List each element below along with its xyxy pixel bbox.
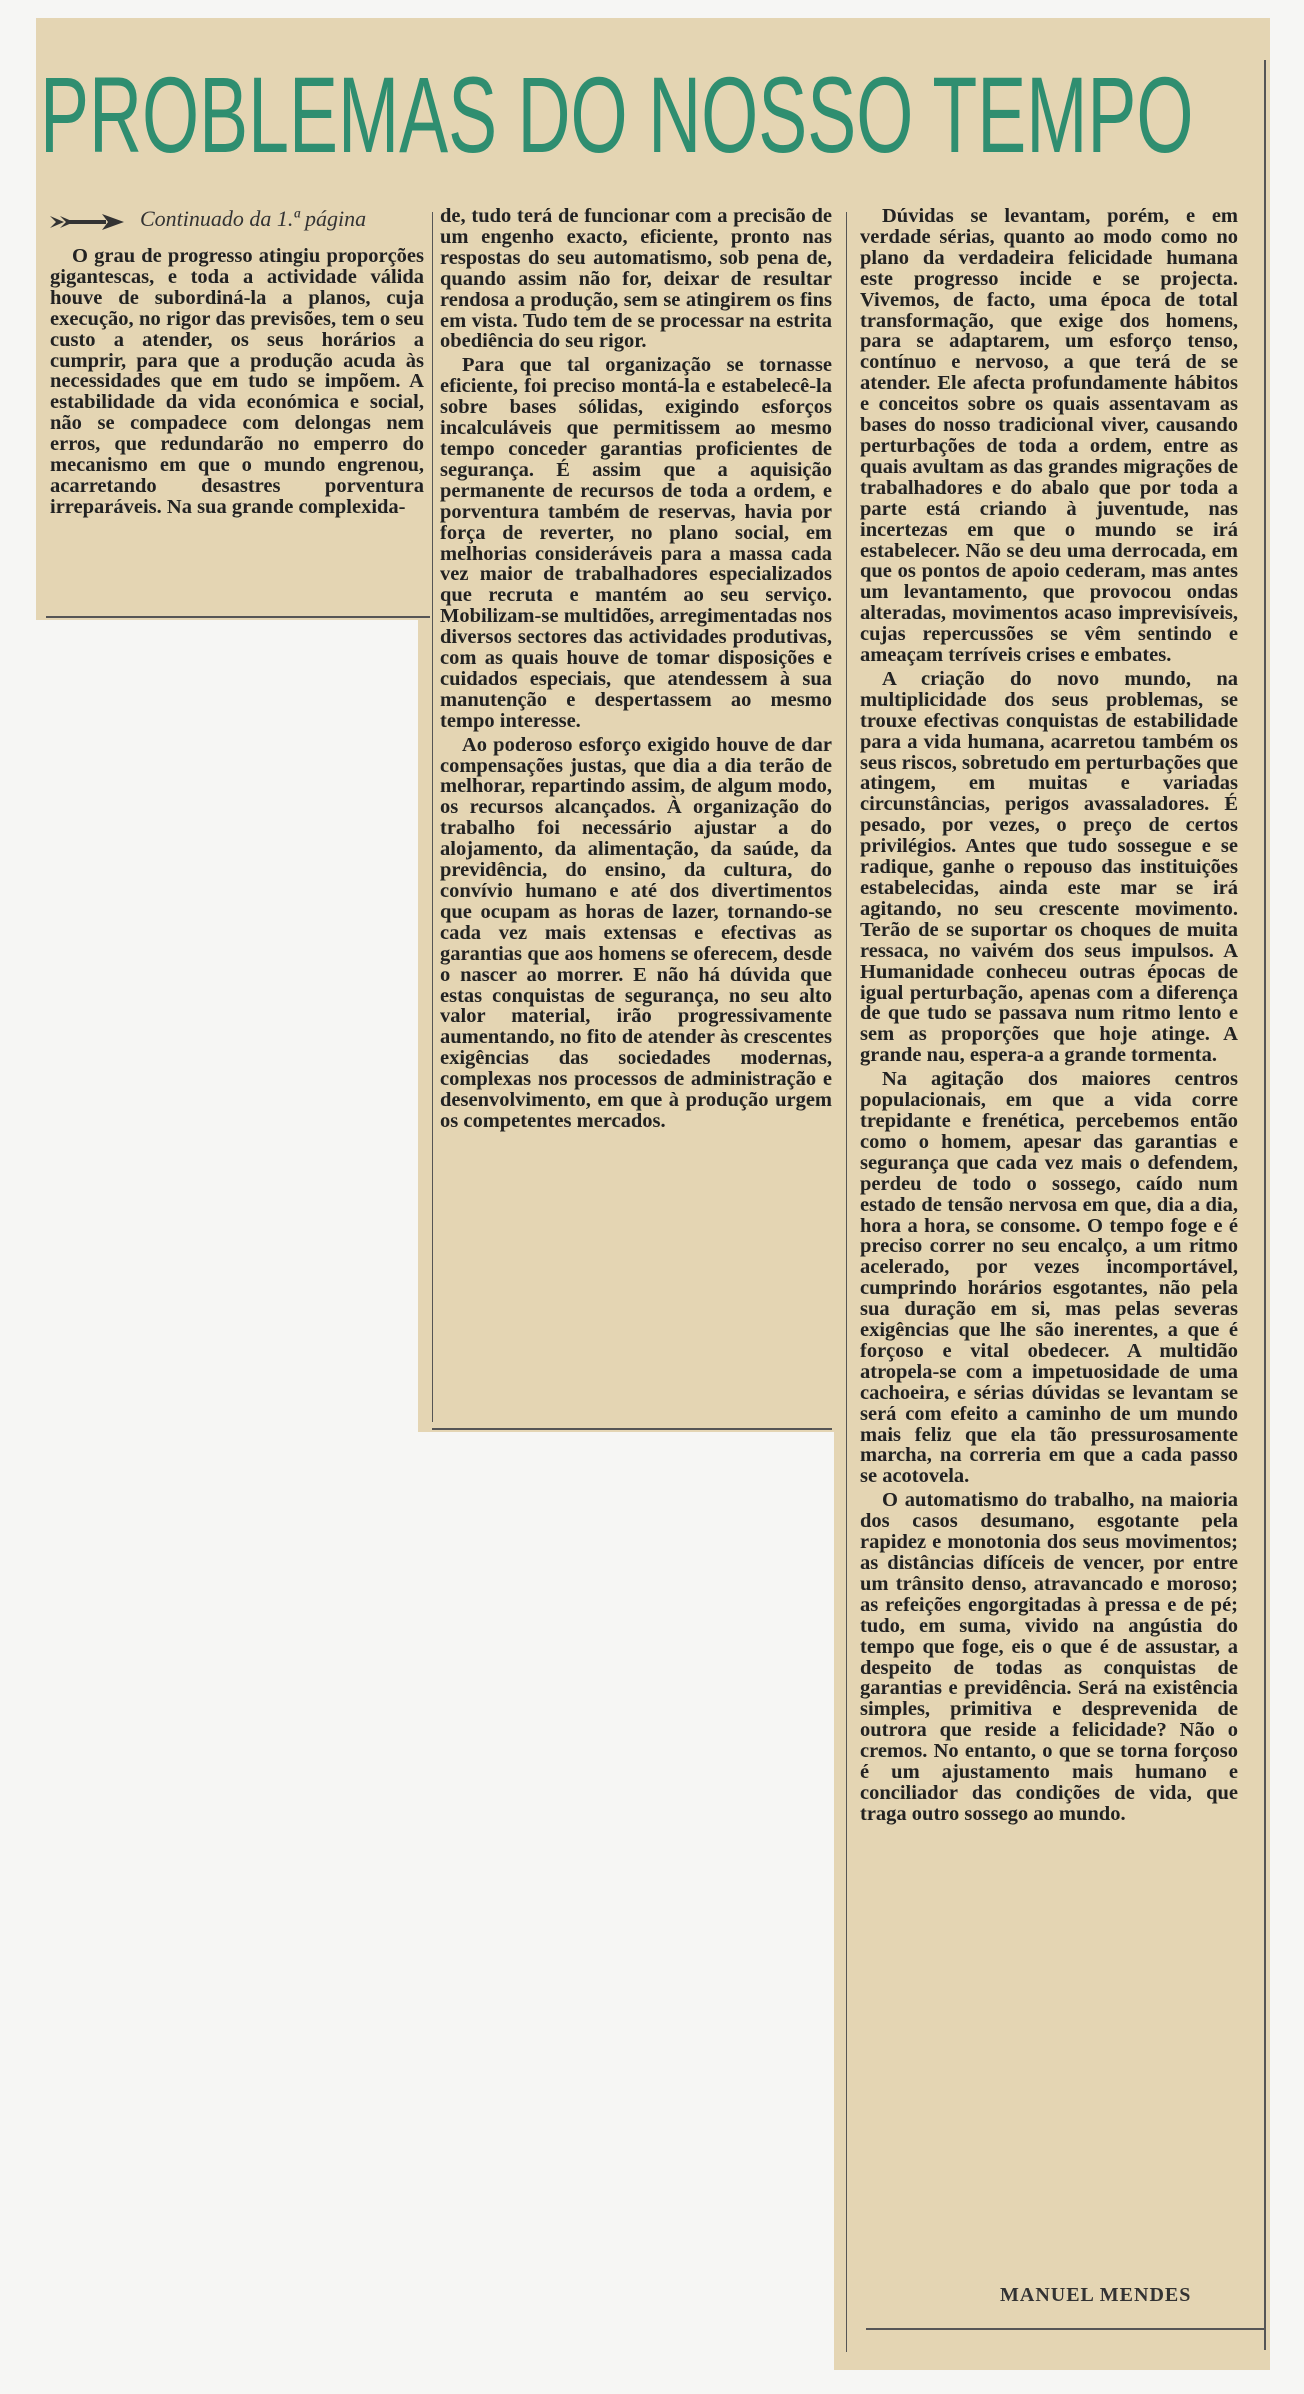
- paragraph: Para que tal organização se tornasse eficiente, foi preciso montá-la e estabelecê-la sobre bases sólidas, exigindo esforços incalculáveis que permitissem ao mesmo tempo conceder garantias proficientes de segurança. É assim que a aquisição permanente de recursos de toda a ordem, e porventura também de reservas, havia por força de reverter, no plano social, em melhorias consideráveis para a massa cada vez maior de trabalhadores especializados que recruta e mantém ao seu serviço. Mobilizam-se multidões, arregimentadas nos diversos sectores das actividades produtivas, com as quais houve de tomar disposições e cuidados especiais, que atendessem à sua manutenção e despertassem ao mesmo tempo interesse.: [440, 354, 832, 732]
- column-3: [860, 206, 1238, 1825]
- frame-right: [1264, 60, 1266, 2350]
- column-1: [50, 246, 424, 518]
- paragraph: A criação do novo mundo, na multiplicidade dos seus problemas, se trouxe efectivas conquistas de estabilidade para a vida humana, acarretou também os seus riscos, sobretudo em perturbações que atingem, em muitas e variadas circunstâncias, perigos avassaladores. É pesado, por vezes, o preço de certos privilégios. Antes que tudo sossegue e se radique, ganhe o repouso das instituições estabelecidas, ainda este mar se irá agitando, no seu crescente movimento. Terão de se suportar os choques de muita ressaca, no vaivém dos seus impulsos. A Humanidade conheceu outras épocas de igual perturbação, apenas com a diferença de que tudo se passava num ritmo lento e sem as proporções que hoje atinge. A grande nau, espera-a a grande tormenta.: [860, 667, 1238, 1067]
- paragraph: de, tudo terá de funcionar com a precisão de um engenho exacto, eficiente, pronto nas respostas do seu automatismo, sob pena de, quando assim não for, deixar de resultar rendosa a produção, sem se atingirem os fins em vista. Tudo tem de se processar na estrita obediência do seu rigor.: [440, 205, 832, 353]
- divider: [432, 1428, 832, 1430]
- divider: [866, 2328, 1266, 2330]
- divider: [46, 616, 430, 618]
- author-signature: MANUEL MENDES: [1000, 2284, 1192, 2306]
- paragraph: O automatismo do trabalho, na maioria dos casos desumano, esgotante pela rapidez e monotonia dos seus movimentos; as distâncias difíceis de vencer, por entre um trânsito denso, atravancado e moroso; as refeições engorgitadas à pressa e de pé; tudo, em suma, vivido na angústia do tempo que foge, eis o que é de assustar, a despeito de todas as conquistas de garantias e previdência. Será na existência simples, primitiva e desprevenida de outrora que reside a felicidade? Não o cremos. No entanto, o que se torna forçoso é um ajustamento mais humano e conciliador das condições de vida, que traga outro sossego ao mundo.: [860, 1489, 1238, 1825]
- paragraph: O grau de progresso atingiu proporções gigantescas, e toda a actividade válida houve de subordiná-la a planos, cuja execução, no rigor das previsões, tem o seu custo a atender, os seus horários a cumprir, para que a produção acuda às necessidades que em tudo se impõem. A estabilidade da vida económica e social, não se compadece com delongas nem erros, que redundarão no emperro do mecanismo em que o mundo engrenou, acarretando desastres porventura irreparáveis. Na sua grande complexida-: [50, 245, 424, 518]
- paragraph: Dúvidas se levantam, porém, e em verdade sérias, quanto ao modo como no plano da verdadeira felicidade humana este progresso incide e se projecta. Vivemos, de facto, uma época de total transformação, que exige dos homens, para se adaptarem, um esforço tenso, contínuo e nervoso, a que terá de se atender. Ele afecta profundamente hábitos e conceitos sobre os quais assentavam as bases do nosso tradicional viver, causando perturbações de toda a ordem, entre as quais avultam as das grandes migrações de trabalhadores e do abalo que por toda a parte está criando à juventude, nas incertezas em que o mundo se irá estabelecer. Não se deu uma derrocada, em que os pontos de apoio cederam, mas antes um levantamento, que provocou ondas alteradas, movimentos acaso imprevisíveis, cujas repercussões se vêm sentindo e ameaçam terríveis crises e embates.: [860, 205, 1238, 667]
- continued-label: Continuado da 1.ª página: [140, 206, 367, 231]
- paragraph: Ao poderoso esforço exigido houve de dar compensações justas, que dia a dia terão de melhorar, repartindo assim, de algum modo, os recursos alcançados. À organização do trabalho foi necessário ajustar a do alojamento, da alimentação, da saúde, da previdência, do ensino, da cultura, do convívio humano e até dos divertimentos que ocupam as horas de lazer, tornando-se cada vez mais extensas e efectivas as garantias que aos homens se oferecem, desde o nascer ao morrer. E não há dúvida que estas conquistas de segurança, no seu alto valor material, irão progressivamente aumentando, no fito de atender às crescentes exigências das sociedades modernas, complexas nos processos de administração e desenvolvimento, em que à produção urgem os competentes mercados.: [440, 733, 832, 1132]
- column-2: [440, 206, 832, 1132]
- arrow-right-icon: [50, 212, 126, 232]
- page-title: PROBLEMAS DO NOSSO TEMPO: [40, 54, 1194, 175]
- paragraph: Na agitação dos maiores centros populacionais, em que a vida corre trepidante e frenética, percebemos então como o homem, apesar das garantias e segurança que cada vez mais o defendem, perdeu de todo o sossego, caído num estado de tensão nervosa em que, dia a dia, hora a hora, se consome. O tempo foge e é preciso correr no seu encalço, a um ritmo acelerado, por vezes incomportável, cumprindo horários esgotantes, não pela sua duração em si, mas pelas severas exigências que lhe são inerentes, a que é forçoso e vital obedecer. A multidão atropela-se com a impetuosidade de uma cachoeira, e sérias dúvidas se levantam se será com efeito a caminho de um mundo mais feliz que ela tão pressurosamente marcha, na correria em que a cada passo se acotovela.: [860, 1068, 1238, 1488]
- column-rule: [432, 212, 433, 1422]
- column-rule: [846, 212, 847, 2352]
- continued-note: [50, 206, 430, 236]
